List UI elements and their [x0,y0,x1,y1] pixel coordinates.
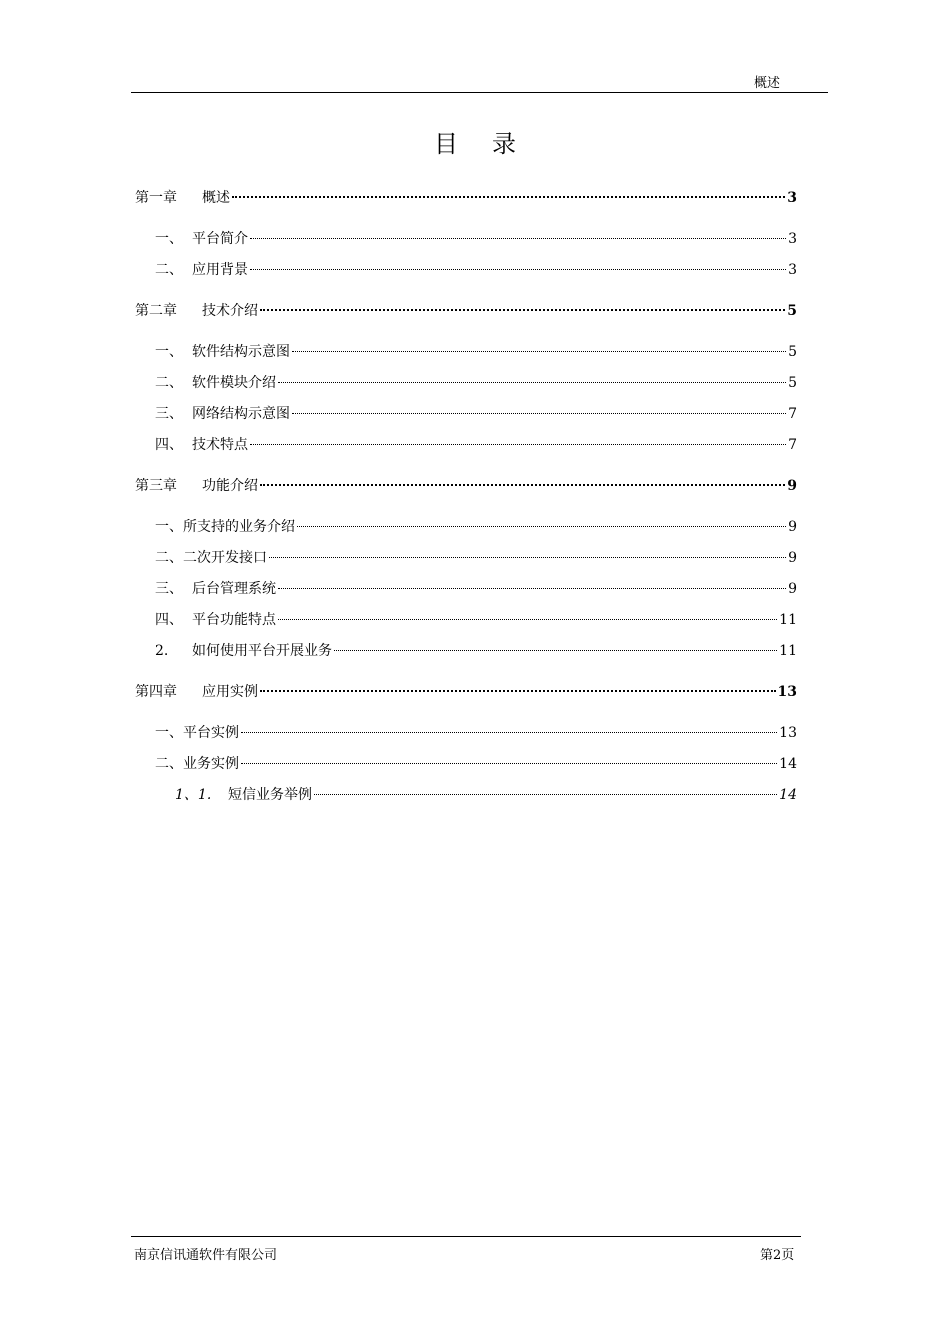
toc-entry-number: 第四章 [135,684,177,700]
toc-entry-chapter-4[interactable] [135,681,797,701]
toc-entry-page: 13 [777,684,797,700]
toc-entry-text: 平台简介 [192,231,248,247]
toc-entry-page: 14 [779,756,797,772]
toc-entry-text: 应用背景 [192,262,248,278]
toc-entry-number: 三、 [155,581,183,597]
header-section-label: 概述 [754,76,781,91]
toc-entry-1-2[interactable] [155,259,797,279]
toc-entry-page: 11 [779,643,797,659]
footer-rule [131,1236,801,1237]
toc-entry-3-1[interactable] [155,516,797,536]
toc-entry-text: 技术介绍 [202,303,258,319]
toc-leader-dots [278,382,786,383]
toc-entry-text: 一、平台实例 [155,725,239,741]
toc-leader-dots [278,619,777,620]
toc-entry-4-2-1[interactable] [175,784,797,804]
toc-entry-text: 概述 [202,190,230,206]
toc-entry-number: 2. [155,643,169,659]
footer-company: 南京信讯通软件有限公司 [134,1248,278,1263]
toc-leader-dots [232,196,785,198]
toc-entry-number: 二、 [155,375,183,391]
toc-entry-number: 第三章 [135,478,177,494]
toc-entry-page: 9 [788,519,797,535]
toc-entry-page: 3 [788,262,797,278]
toc-leader-dots [260,484,785,486]
toc-entry-page: 13 [779,725,797,741]
toc-leader-dots [260,690,776,692]
toc-leader-dots [250,444,786,445]
footer-page-number: 第2页 [760,1248,795,1263]
toc-leader-dots [241,732,777,733]
toc-entry-page: 3 [788,231,797,247]
toc-entry-page: 5 [788,375,797,391]
toc-entry-number: 1、1. [175,787,212,803]
toc-entry-chapter-3[interactable] [135,475,797,495]
toc-leader-dots [269,557,786,558]
toc-entry-text: 二、二次开发接口 [155,550,267,566]
toc-entry-text: 应用实例 [202,684,258,700]
toc-entry-number: 第二章 [135,303,177,319]
toc-entry-2-4[interactable] [155,434,797,454]
toc-entry-2-3[interactable] [155,403,797,423]
toc-entry-text: 一、所支持的业务介绍 [155,519,295,535]
toc-entry-4-2[interactable] [155,753,797,773]
toc-entry-text: 短信业务举例 [228,787,312,803]
toc-leader-dots [250,269,786,270]
toc-entry-number: 四、 [155,612,183,628]
toc-entry-page: 5 [787,303,797,319]
toc-entry-page: 5 [788,344,797,360]
toc-leader-dots [260,309,785,311]
toc-leader-dots [292,351,786,352]
toc-entry-text: 软件模块介绍 [192,375,276,391]
toc-entry-1-1[interactable] [155,228,797,248]
toc-entry-page: 11 [779,612,797,628]
toc-entry-text: 软件结构示意图 [192,344,290,360]
toc-leader-dots [241,763,777,764]
toc-entry-number: 二、 [155,262,183,278]
toc-entry-page: 9 [788,550,797,566]
toc-leader-dots [292,413,786,414]
toc-entry-page: 14 [779,787,797,803]
toc-entry-number: 一、 [155,344,183,360]
toc-entry-3-2[interactable] [155,547,797,567]
toc-leader-dots [278,588,786,589]
toc-entry-2-1[interactable] [155,341,797,361]
header-rule [131,92,828,93]
toc-leader-dots [250,238,786,239]
toc-entry-text: 技术特点 [192,437,248,453]
toc-entry-text: 功能介绍 [202,478,258,494]
toc-entry-page: 7 [788,437,797,453]
toc-entry-text: 网络结构示意图 [192,406,290,422]
toc-entry-text: 如何使用平台开展业务 [192,643,332,659]
toc-entry-2-2[interactable] [155,372,797,392]
toc-entry-number: 三、 [155,406,183,422]
toc-entry-3-4[interactable] [155,609,797,629]
toc-leader-dots [297,526,786,527]
toc-entry-page: 9 [787,478,797,494]
toc-title: 目录 [434,130,550,158]
toc-entry-3-3[interactable] [155,578,797,598]
toc-entry-page: 9 [788,581,797,597]
toc-entry-number: 一、 [155,231,183,247]
toc-entry-3-5[interactable] [155,640,797,660]
toc-entry-text: 后台管理系统 [192,581,276,597]
toc-entry-chapter-1[interactable] [135,187,797,207]
toc-leader-dots [334,650,777,651]
toc-entry-page: 7 [788,406,797,422]
toc-entry-text: 平台功能特点 [192,612,276,628]
toc-leader-dots [314,794,777,795]
toc-entry-number: 第一章 [135,190,177,206]
toc-entry-chapter-2[interactable] [135,300,797,320]
toc-entry-number: 四、 [155,437,183,453]
toc-entry-4-1[interactable] [155,722,797,742]
toc-entry-page: 3 [787,190,797,206]
toc-entry-text: 二、业务实例 [155,756,239,772]
